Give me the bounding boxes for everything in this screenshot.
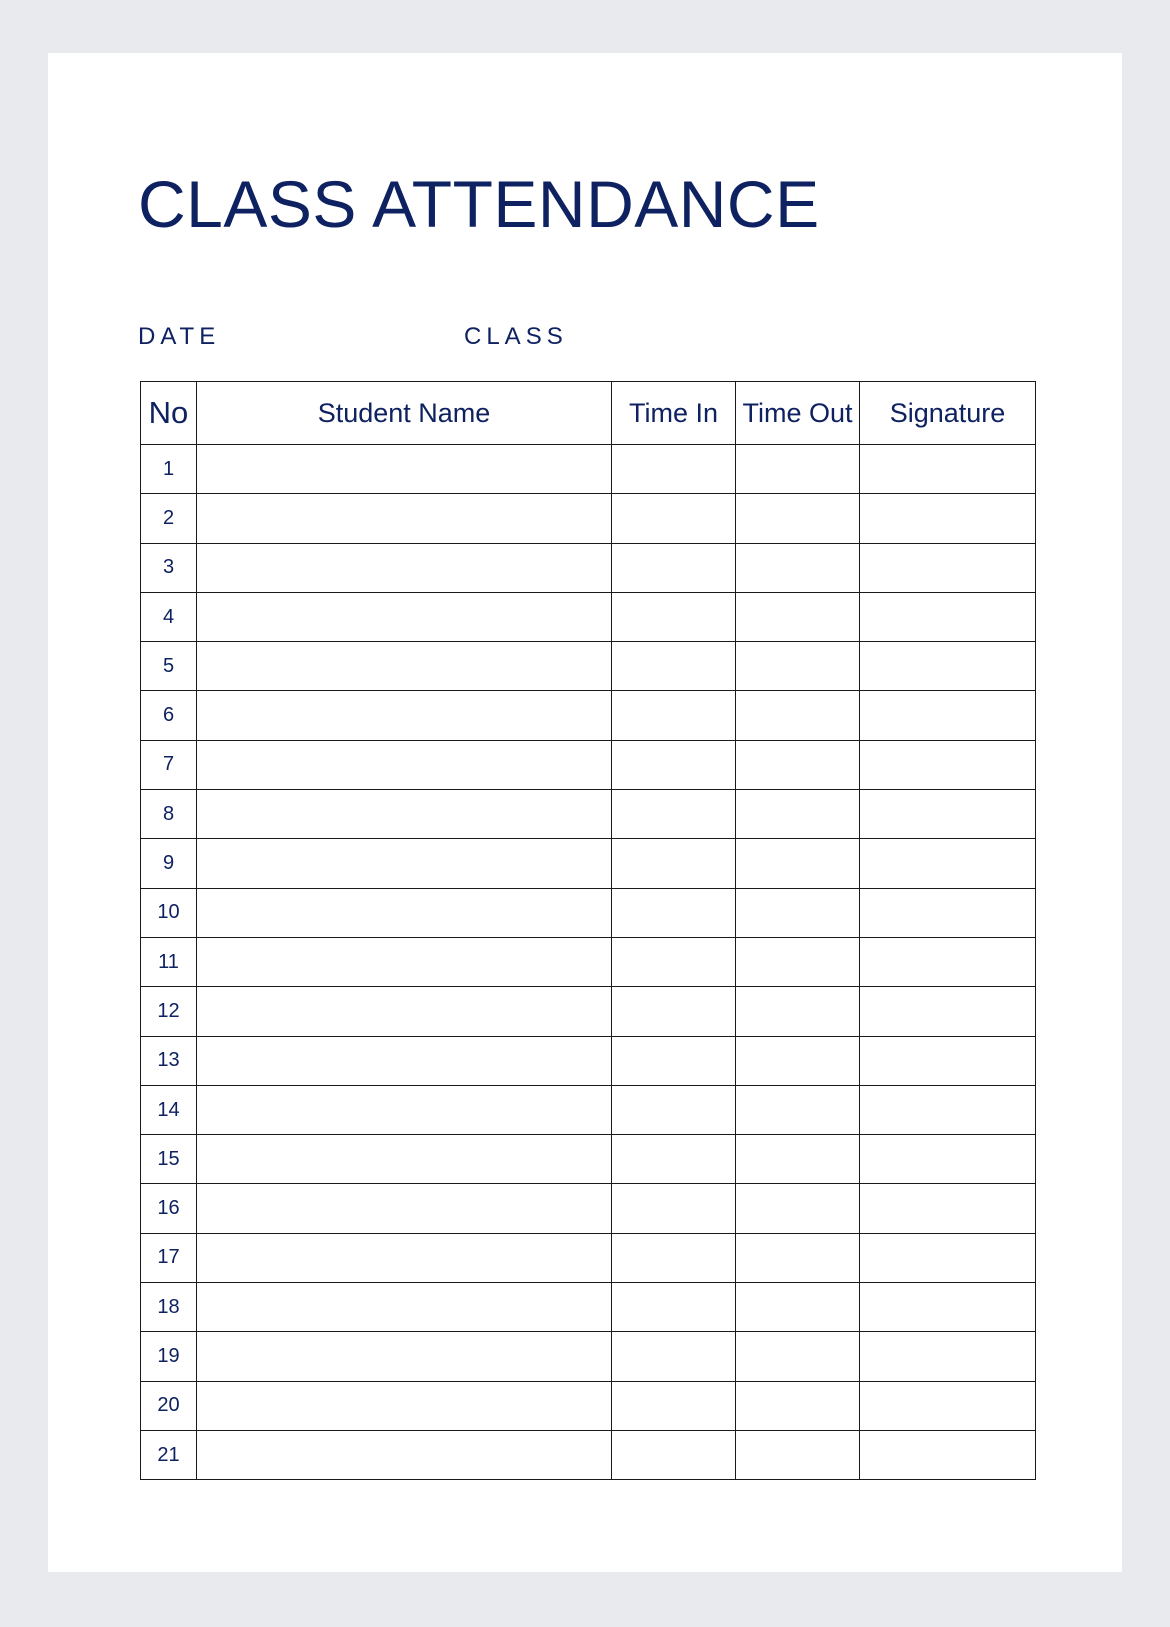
- time-out-cell[interactable]: [736, 445, 860, 494]
- table-row: [141, 987, 1036, 1036]
- table-row: [141, 642, 1036, 691]
- table-row: [141, 1283, 1036, 1332]
- header-student-name: Student Name: [197, 382, 612, 445]
- row-number: 8: [141, 790, 197, 839]
- class-label: CLASS: [464, 323, 568, 350]
- time-in-cell[interactable]: [612, 790, 736, 839]
- student-name-cell[interactable]: [197, 543, 612, 592]
- student-name-cell[interactable]: [197, 494, 612, 543]
- student-name-cell[interactable]: [197, 1184, 612, 1233]
- row-number: 16: [141, 1184, 197, 1233]
- header-no: No: [141, 382, 197, 445]
- time-in-cell[interactable]: [612, 937, 736, 986]
- row-number: 15: [141, 1135, 197, 1184]
- signature-cell[interactable]: [860, 1430, 1036, 1479]
- table-row: [141, 1135, 1036, 1184]
- time-out-cell[interactable]: [736, 592, 860, 641]
- signature-cell[interactable]: [860, 543, 1036, 592]
- time-out-cell[interactable]: [736, 888, 860, 937]
- table-row: [141, 691, 1036, 740]
- time-out-cell[interactable]: [736, 1135, 860, 1184]
- signature-cell[interactable]: [860, 740, 1036, 789]
- row-number: 6: [141, 691, 197, 740]
- time-in-cell[interactable]: [612, 494, 736, 543]
- attendance-sheet: [48, 53, 1122, 1572]
- time-in-cell[interactable]: [612, 740, 736, 789]
- student-name-cell[interactable]: [197, 445, 612, 494]
- time-in-cell[interactable]: [612, 642, 736, 691]
- time-out-cell[interactable]: [736, 642, 860, 691]
- time-in-cell[interactable]: [612, 1085, 736, 1134]
- row-number: 17: [141, 1233, 197, 1282]
- signature-cell[interactable]: [860, 494, 1036, 543]
- row-number: 3: [141, 543, 197, 592]
- table-row: [141, 445, 1036, 494]
- time-out-cell[interactable]: [736, 494, 860, 543]
- table-row: [141, 1430, 1036, 1479]
- table-row: [141, 888, 1036, 937]
- row-number: 12: [141, 987, 197, 1036]
- row-number: 4: [141, 592, 197, 641]
- row-number: 14: [141, 1085, 197, 1134]
- time-out-cell[interactable]: [736, 740, 860, 789]
- time-in-cell[interactable]: [612, 543, 736, 592]
- student-name-cell[interactable]: [197, 888, 612, 937]
- student-name-cell[interactable]: [197, 1381, 612, 1430]
- row-number: 9: [141, 839, 197, 888]
- time-in-cell[interactable]: [612, 888, 736, 937]
- time-in-cell[interactable]: [612, 592, 736, 641]
- row-number: 2: [141, 494, 197, 543]
- signature-cell[interactable]: [860, 1381, 1036, 1430]
- table-row: [141, 740, 1036, 789]
- time-out-cell[interactable]: [736, 839, 860, 888]
- student-name-cell[interactable]: [197, 1283, 612, 1332]
- student-name-cell[interactable]: [197, 691, 612, 740]
- time-in-cell[interactable]: [612, 1283, 736, 1332]
- student-name-cell[interactable]: [197, 790, 612, 839]
- signature-cell[interactable]: [860, 642, 1036, 691]
- time-in-cell[interactable]: [612, 1184, 736, 1233]
- signature-cell[interactable]: [860, 691, 1036, 740]
- row-number: 18: [141, 1283, 197, 1332]
- student-name-cell[interactable]: [197, 937, 612, 986]
- table-row: [141, 1036, 1036, 1085]
- time-out-cell[interactable]: [736, 1381, 860, 1430]
- time-out-cell[interactable]: [736, 543, 860, 592]
- table-row: [141, 1233, 1036, 1282]
- signature-cell[interactable]: [860, 839, 1036, 888]
- time-in-cell[interactable]: [612, 445, 736, 494]
- attendance-table: [140, 381, 1036, 1480]
- time-out-cell[interactable]: [736, 1430, 860, 1479]
- table-header-row: [141, 382, 1036, 445]
- row-number: 13: [141, 1036, 197, 1085]
- time-out-cell[interactable]: [736, 1233, 860, 1282]
- time-out-cell[interactable]: [736, 1332, 860, 1381]
- row-number: 19: [141, 1332, 197, 1381]
- time-out-cell[interactable]: [736, 1283, 860, 1332]
- signature-cell[interactable]: [860, 888, 1036, 937]
- time-out-cell[interactable]: [736, 937, 860, 986]
- table-row: [141, 937, 1036, 986]
- time-in-cell[interactable]: [612, 1381, 736, 1430]
- row-number: 7: [141, 740, 197, 789]
- time-out-cell[interactable]: [736, 1036, 860, 1085]
- row-number: 1: [141, 445, 197, 494]
- attendance-rows: [141, 445, 1036, 1480]
- signature-cell[interactable]: [860, 987, 1036, 1036]
- table-row: [141, 494, 1036, 543]
- time-in-cell[interactable]: [612, 839, 736, 888]
- time-in-cell[interactable]: [612, 1135, 736, 1184]
- row-number: 10: [141, 888, 197, 937]
- time-out-cell[interactable]: [736, 1184, 860, 1233]
- student-name-cell[interactable]: [197, 1332, 612, 1381]
- signature-cell[interactable]: [860, 1184, 1036, 1233]
- student-name-cell[interactable]: [197, 740, 612, 789]
- student-name-cell[interactable]: [197, 987, 612, 1036]
- signature-cell[interactable]: [860, 1135, 1036, 1184]
- time-out-cell[interactable]: [736, 1085, 860, 1134]
- table-row: [141, 1085, 1036, 1134]
- student-name-cell[interactable]: [197, 1135, 612, 1184]
- signature-cell[interactable]: [860, 1036, 1036, 1085]
- time-out-cell[interactable]: [736, 790, 860, 839]
- header-time-in: Time In: [612, 382, 736, 445]
- student-name-cell[interactable]: [197, 642, 612, 691]
- table-row: [141, 790, 1036, 839]
- time-out-cell[interactable]: [736, 987, 860, 1036]
- student-name-cell[interactable]: [197, 839, 612, 888]
- header-time-out: Time Out: [736, 382, 860, 445]
- date-label: DATE: [138, 323, 221, 350]
- table-row: [141, 839, 1036, 888]
- student-name-cell[interactable]: [197, 1085, 612, 1134]
- row-number: 21: [141, 1430, 197, 1479]
- signature-cell[interactable]: [860, 445, 1036, 494]
- table-row: [141, 543, 1036, 592]
- header-signature: Signature: [860, 382, 1036, 445]
- table-row: [141, 1184, 1036, 1233]
- student-name-cell[interactable]: [197, 592, 612, 641]
- signature-cell[interactable]: [860, 790, 1036, 839]
- row-number: 11: [141, 937, 197, 986]
- student-name-cell[interactable]: [197, 1036, 612, 1085]
- time-in-cell[interactable]: [612, 1036, 736, 1085]
- time-in-cell[interactable]: [612, 1332, 736, 1381]
- row-number: 5: [141, 642, 197, 691]
- signature-cell[interactable]: [860, 1332, 1036, 1381]
- time-in-cell[interactable]: [612, 987, 736, 1036]
- student-name-cell[interactable]: [197, 1430, 612, 1479]
- signature-cell[interactable]: [860, 1085, 1036, 1134]
- table-row: [141, 1332, 1036, 1381]
- signature-cell[interactable]: [860, 1233, 1036, 1282]
- page-title: CLASS ATTENDANCE: [138, 167, 820, 241]
- student-name-cell[interactable]: [197, 1233, 612, 1282]
- time-in-cell[interactable]: [612, 1430, 736, 1479]
- table-row: [141, 592, 1036, 641]
- row-number: 20: [141, 1381, 197, 1430]
- signature-cell[interactable]: [860, 592, 1036, 641]
- time-out-cell[interactable]: [736, 691, 860, 740]
- signature-cell[interactable]: [860, 1283, 1036, 1332]
- time-in-cell[interactable]: [612, 1233, 736, 1282]
- table-row: [141, 1381, 1036, 1430]
- signature-cell[interactable]: [860, 937, 1036, 986]
- time-in-cell[interactable]: [612, 691, 736, 740]
